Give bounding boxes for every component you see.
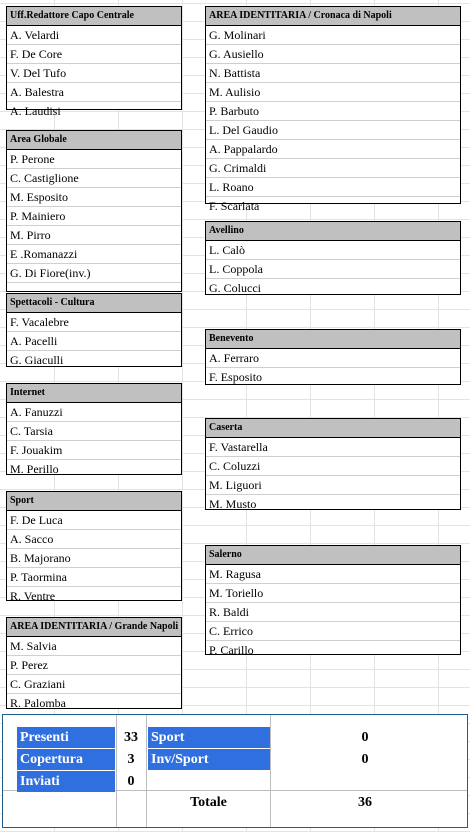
staff-name-cell: G. Giaculli (10, 353, 64, 367)
staff-name-cell: A. Sacco (7, 530, 181, 549)
totale-label: Totale (190, 795, 227, 810)
group-area-globale (6, 130, 182, 292)
staff-name-cell: F. Jouakim (7, 441, 181, 460)
staff-name-cell: G. Di Fiore(inv.) (7, 264, 181, 283)
group-title: Caserta (206, 419, 460, 438)
staff-name-cell: C. Tarsia (7, 422, 181, 441)
group-grande-napoli (6, 617, 182, 709)
staff-name-cell: A. Fanuzzi (7, 403, 181, 422)
staff-name-cell: M. Esposito (7, 188, 181, 207)
staff-name-cell: M. Ragusa (206, 565, 460, 584)
staff-name-cell: P. Mainiero (7, 207, 181, 226)
staff-name-cell: A. Ferraro (206, 349, 460, 368)
group-benevento (205, 329, 461, 385)
summary-table (2, 714, 468, 828)
group-title: AREA IDENTITARIA / Cronaca di Napoli (206, 7, 460, 26)
staff-name-cell: R. Palomba (10, 696, 66, 710)
group-title: Spettacoli - Cultura (7, 294, 181, 313)
group-title: Avellino (206, 222, 460, 241)
group-title: Internet (7, 384, 181, 403)
staff-name-cell: A. Balestra (7, 83, 181, 102)
staff-name-cell: P. Perone (7, 150, 181, 169)
staff-name-cell: V. Del Tufo (7, 64, 181, 83)
staff-name-cell: M. Aulisio (206, 83, 460, 102)
group-caserta (205, 418, 461, 510)
staff-name-cell: C. Coluzzi (206, 457, 460, 476)
staff-name-cell: F. De Luca (7, 511, 181, 530)
staff-name-cell: G. Ausiello (206, 45, 460, 64)
copertura-label: Copertura (17, 749, 115, 770)
staff-name-cell: C. Graziani (7, 675, 181, 694)
staff-name-cell: A. Laudisi (10, 104, 61, 118)
group-internet (6, 383, 182, 475)
staff-name-cell: G. Molinari (206, 26, 460, 45)
staff-name-cell: L. Calò (206, 241, 460, 260)
staff-name-cell: C. Castiglione (7, 169, 181, 188)
group-title: Salerno (206, 546, 460, 565)
inviati-label: Inviati (17, 771, 115, 792)
staff-name-cell: G. Colucci (209, 281, 261, 295)
invsport-value: 0 (361, 752, 369, 767)
staff-name-cell: M. Salvia (7, 637, 181, 656)
group-avellino (205, 221, 461, 295)
staff-name-cell: P. Carillo (209, 643, 254, 657)
staff-name-cell: F. De Core (7, 45, 181, 64)
group-sport (6, 491, 182, 601)
staff-name-cell: F. Vacalebre (7, 313, 181, 332)
staff-name-cell: M. Pirro (7, 226, 181, 245)
staff-name-cell: G. Crimaldi (206, 159, 460, 178)
staff-name-cell: A. Pappalardo (206, 140, 460, 159)
staff-name-cell: N. Battista (206, 64, 460, 83)
staff-name-cell: A. Pacelli (7, 332, 181, 351)
staff-name-cell: F. Scarlata (209, 199, 260, 213)
staff-name-cell: F. Esposito (209, 370, 263, 384)
group-salerno (205, 545, 461, 655)
totale-value: 36 (358, 795, 372, 810)
group-title: Uff.Redattore Capo Centrale (7, 7, 181, 26)
staff-name-cell: R. Baldi (206, 603, 460, 622)
group-title: Sport (7, 492, 181, 511)
staff-name-cell: L. Coppola (206, 260, 460, 279)
staff-name-cell: M. Liguori (206, 476, 460, 495)
staff-name-cell: E .Romanazzi (7, 245, 181, 264)
staff-name-cell: M. Toriello (206, 584, 460, 603)
inviati-value: 0 (127, 774, 135, 789)
staff-name-cell: P. Barbuto (206, 102, 460, 121)
sport-label: Sport (148, 727, 270, 748)
presenti-value: 33 (124, 730, 138, 745)
group-title: Benevento (206, 330, 460, 349)
staff-name-cell: A. Velardi (7, 26, 181, 45)
group-title: Area Globale (7, 131, 181, 150)
staff-name-cell: P. Taormina (7, 568, 181, 587)
copertura-value: 3 (127, 752, 135, 767)
group-spettacoli-cultura (6, 293, 182, 367)
group-uff-redattore (6, 6, 182, 118)
staff-name-cell: M. Perillo (10, 462, 59, 476)
group-cronaca-napoli (205, 6, 461, 213)
staff-name-cell: F. Vastarella (206, 438, 460, 457)
invsport-label: Inv/Sport (148, 749, 270, 770)
staff-name-cell: C. Errico (206, 622, 460, 641)
staff-name-cell: R. Ventre (10, 589, 56, 603)
presenti-label: Presenti (17, 727, 115, 748)
staff-name-cell: P. Perez (7, 656, 181, 675)
group-title: AREA IDENTITARIA / Grande Napoli (7, 618, 181, 637)
sport-value: 0 (361, 730, 369, 745)
staff-name-cell: B. Majorano (7, 549, 181, 568)
staff-name-cell: L. Del Gaudio (206, 121, 460, 140)
staff-name-cell: M. Musto (209, 497, 257, 511)
staff-name-cell: L. Roano (206, 178, 460, 197)
